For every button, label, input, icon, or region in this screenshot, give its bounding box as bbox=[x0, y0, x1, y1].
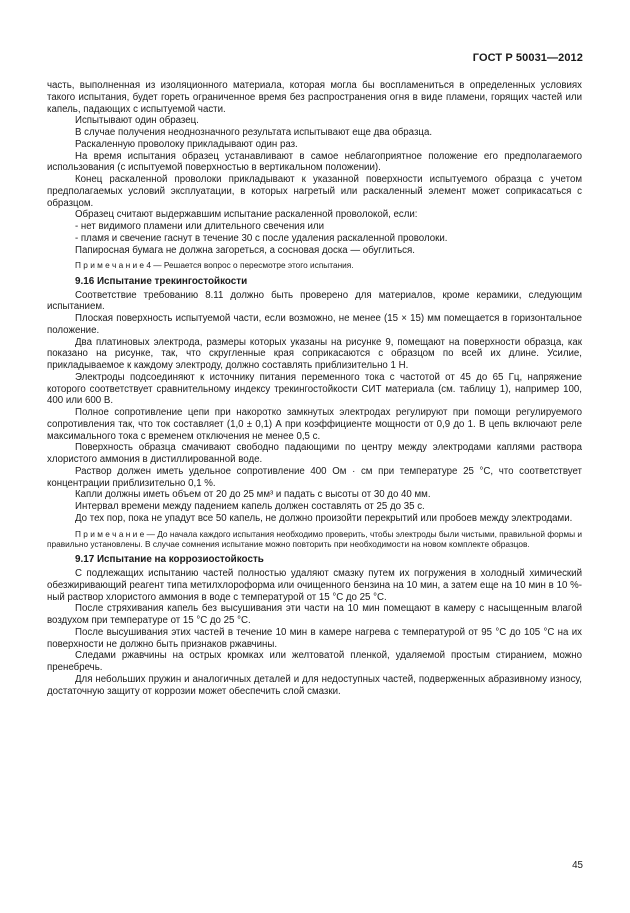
paragraph: Два платиновых электрода, размеры которых указаны на рисунке 9, помещают на поверхности образца, как показано на рисунке, так, что скругленные края соприкасаются с образцом по всей их длине. Усилие, прикладываемое к каждому электроду, должно составлять приблизительно 1 Н. bbox=[47, 336, 582, 372]
paragraph: Электроды подсоединяют к источнику питания переменного тока с частотой от 45 до 65 Гц, напряжение которого соответствует сравнительному индексу трекингостойкости СИТ материала (см. таблицу 1), например 100, 400 или 600 В. bbox=[47, 371, 582, 407]
section-heading-9-17: 9.17 Испытание на коррозиостойкость bbox=[75, 554, 264, 566]
paragraph: Полное сопротивление цепи при накоротко замкнутых электродах регулируют при помощи регулируемого сопротивления так, что ток составляет (1,0 ± 0,1) А при коэффициенте мощности от 0,9 до 1. В цепь включают реле максимального тока с временем отключения не менее 0,5 с. bbox=[47, 407, 582, 442]
note bbox=[47, 529, 582, 550]
paragraph: На время испытания образец устанавливают в самое неблагоприятное положение его предполагаемого использования (с испытуемой поверхностью в вертикальном положении). bbox=[47, 150, 582, 174]
paragraph: С подлежащих испытанию частей полностью удаляют смазку путем их погружения в холодный химический обезжиривающий реагент типа метилхлороформа или очищенного бензина на 10 мин, а затем еще на 10 мин в 10 %-ный раствор хлористого аммония в воде с температурой от 15 °С до 25 °С. bbox=[47, 568, 582, 603]
paragraph: Папиросная бумага не должна загореться, а сосновая доска — обуглиться. bbox=[75, 244, 415, 256]
paragraph: Плоская поверхность испытуемой части, если возможно, не менее (15 × 15) мм помещается в горизонтальное положение. bbox=[47, 313, 582, 336]
paragraph: До тех пор, пока не упадут все 50 капель, не должно произойти перекрытий или пробоев между электродами. bbox=[75, 512, 573, 524]
list-item: - нет видимого пламени или длительного свечения или bbox=[75, 221, 324, 232]
note-label: П р и м е ч а н и е bbox=[75, 528, 145, 539]
paragraph: В случае получения неоднозначного результата испытывают еще два образца. bbox=[75, 127, 433, 138]
paragraph: Следами ржавчины на острых кромках или желтоватой пленкой, удаляемой простым стиранием, можно пренебречь. bbox=[47, 650, 582, 674]
note-text: — Решается вопрос о пересмотре этого испытания. bbox=[150, 260, 354, 271]
page-number: 45 bbox=[572, 860, 583, 871]
paragraph: Капли должны иметь объем от 20 до 25 мм³ и падать с высоты от 30 до 40 мм. bbox=[75, 489, 431, 501]
note-text: — До начала каждого испытания необходимо проверить, чтобы электроды были чистыми, правильной формы и правильно установлены. В случае сомнения испытание можно повторить при необходимости на новом комплекте образцов. bbox=[47, 528, 583, 549]
paragraph: Испытывают один образец. bbox=[75, 115, 199, 127]
list-item: - пламя и свечение гаснут в течение 30 с после удаления раскаленной проволоки. bbox=[75, 232, 448, 244]
standard-header: ГОСТ Р 50031—2012 bbox=[472, 52, 583, 64]
paragraph: Соответствие требованию 8.11 должно быть проверено для материалов, кроме керамики, следующим испытанием. bbox=[47, 289, 582, 313]
paragraph: Раскаленную проволоку прикладывают один раз. bbox=[75, 138, 298, 150]
paragraph: Конец раскаленной проволоки прикладывают к указанной поверхности испытуемого образца с учетом предполагаемых условий эксплуатации, в которых нагретый или раскаленный элемент может соприкасаться с образцом. bbox=[47, 174, 582, 209]
section-heading-9-16: 9.16 Испытание трекингостойкости bbox=[75, 275, 248, 287]
paragraph: После стряхивания капель без высушивания эти части на 10 мин помещают в камеру с насыщенным влагой воздухом при температуре от 15 °С до 25 °С. bbox=[47, 603, 582, 627]
paragraph: Для небольших пружин и аналогичных деталей и для недоступных частей, подверженных абразивному износу, достаточную защиту от коррозии может обеспечить слой смазки. bbox=[47, 673, 582, 697]
paragraph: После высушивания этих частей в течение 10 мин в камере нагрева с температурой от 95 °С до 105 °С на их поверхности не должно быть признаков ржавчины. bbox=[47, 626, 582, 650]
document-body bbox=[47, 80, 582, 697]
paragraph: Поверхность образца смачивают свободно падающими по центру между электродами каплями раствора хлористого аммония в дистиллированной воде. bbox=[47, 442, 582, 466]
paragraph: Интервал времени между падением капель должен составлять от 25 до 35 с. bbox=[75, 501, 425, 513]
note-label: П р и м е ч а н и е 4 bbox=[75, 260, 151, 271]
paragraph: Раствор должен иметь удельное сопротивление 400 Ом · см при температуре 25 °С, что соответствует концентрации приблизительно 0,1 %. bbox=[47, 465, 582, 489]
paragraph: Образец считают выдержавшим испытание раскаленной проволокой, если: bbox=[75, 209, 418, 221]
note-4 bbox=[47, 260, 582, 270]
paragraph: часть, выполненная из изоляционного материала, которая могла бы воспламениться в определенных условиях такого испытания, будет гореть ограниченное время без распространения огня в виде пламени, горящих частей или капель, падающих с испытуемой части. bbox=[47, 80, 582, 115]
